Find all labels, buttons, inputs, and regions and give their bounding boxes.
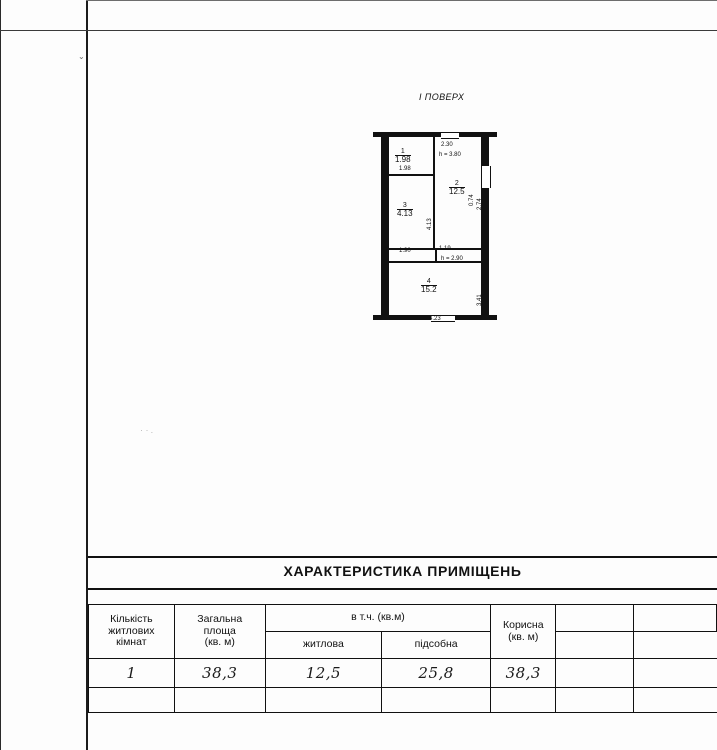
header-blank-2 xyxy=(634,605,717,632)
stray-pen-mark: ⌄ xyxy=(78,52,85,61)
partition-horizontal-2 xyxy=(389,248,435,250)
cell-rooms-count: 1 xyxy=(89,659,175,688)
table-row-empty xyxy=(89,688,717,713)
wall-cap-top-right xyxy=(487,132,497,137)
room-label-2: 2 12.5 xyxy=(449,180,465,197)
sheet-border-top xyxy=(0,30,717,31)
header-group-including: в т.ч. (кв.м) xyxy=(265,605,490,632)
height-label-380: h = 3.80 xyxy=(439,152,461,158)
room-label-3: 3 4.13 xyxy=(397,202,413,219)
header-blank-3 xyxy=(556,632,634,659)
cell-auxiliary-area: 25,8 xyxy=(382,659,491,688)
header-total-area: Загальна площа (кв. м) xyxy=(174,605,265,659)
floor-plan-drawing xyxy=(373,126,503,326)
cell-usable-area: 38,3 xyxy=(491,659,556,688)
floor-plan-title: I ПОВЕРХ xyxy=(419,92,465,102)
dimension-2-30: 2.30 xyxy=(441,142,453,148)
partition-vertical-1 xyxy=(433,137,435,250)
header-living-area: житлова xyxy=(265,632,381,659)
cell-total-area: 38,3 xyxy=(174,659,265,688)
cell-living-area: 12,5 xyxy=(265,659,381,688)
dimension-2-74: 2.74 xyxy=(477,198,483,210)
cell-empty-3 xyxy=(265,688,381,713)
section-divider-top xyxy=(88,556,717,558)
header-blank-4 xyxy=(634,632,717,659)
cell-empty-1 xyxy=(89,688,175,713)
wall-cap-bottom-right xyxy=(487,315,497,320)
cell-empty-4 xyxy=(382,688,491,713)
wall-right xyxy=(481,132,489,320)
dimension-0-74: 0.74 xyxy=(469,194,475,206)
header-rooms-count: Кількість житлових кімнат xyxy=(89,605,175,659)
height-label-290: h = 2.90 xyxy=(441,256,463,262)
dimension-1-98: 1.98 xyxy=(399,166,411,172)
room-label-4: 4 15.2 xyxy=(421,278,437,295)
cell-blank-2 xyxy=(634,659,717,688)
cell-empty-6 xyxy=(556,688,634,713)
cell-empty-5 xyxy=(491,688,556,713)
dimension-1-90: 1.90 xyxy=(399,248,411,254)
header-auxiliary-area: підсобна xyxy=(382,632,491,659)
sheet-border-top-outer xyxy=(86,0,717,1)
table-header-row-1 xyxy=(89,605,717,632)
cell-empty-7 xyxy=(634,688,717,713)
window-right xyxy=(481,166,491,188)
dimension-1-19: 1.19 xyxy=(439,246,451,252)
cell-blank-1 xyxy=(556,659,634,688)
section-divider-bottom xyxy=(88,588,717,590)
scan-smudge: · · . xyxy=(140,425,154,435)
wall-left xyxy=(381,132,389,320)
cell-empty-2 xyxy=(174,688,265,713)
characteristics-table xyxy=(88,604,717,713)
partition-horizontal-1 xyxy=(389,174,435,176)
wall-cap-top-left xyxy=(373,132,383,137)
header-usable-area: Корисна (кв. м) xyxy=(491,605,556,659)
table-row xyxy=(89,659,717,688)
wall-top xyxy=(381,132,489,137)
header-blank-1 xyxy=(556,605,634,632)
dimension-4-13: 4.13 xyxy=(427,218,433,230)
window-top xyxy=(441,132,459,139)
dimension-4-23: 4.23 xyxy=(429,316,441,322)
dimension-3-41: 3.41 xyxy=(477,294,483,306)
sheet-border-outer-left xyxy=(0,0,1,750)
wall-cap-bottom-left xyxy=(373,315,383,320)
room-label-1: 1 1.98 xyxy=(395,148,411,165)
section-title: ХАРАКТЕРИСТИКА ПРИМІЩЕНЬ xyxy=(283,563,522,579)
partition-vertical-3 xyxy=(435,250,437,263)
